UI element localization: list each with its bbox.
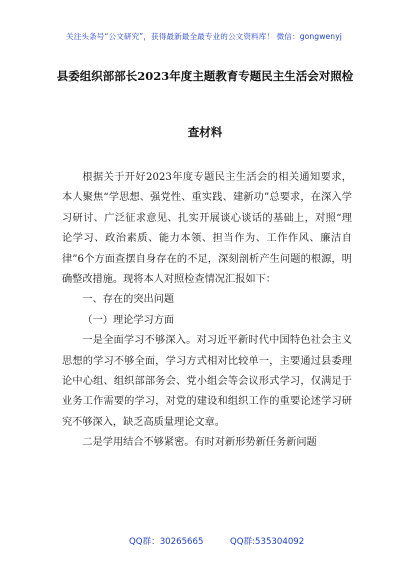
header-banner: 关注头条号“公文研究”，获得最新最全最专业的公文资料库！ 微信：gongwenyj (66, 32, 342, 41)
document-title-line-2: 查材料 (187, 125, 223, 139)
document-title-line-1: 县委组织部部长2023年度主题教育专题民主生活会对照检 (56, 69, 354, 83)
footer-qq-group-2: QQ群:535304092 (230, 537, 305, 547)
subsection-heading: （一）理论学习方面 (82, 314, 175, 326)
footer-qq-group-1: QQ群：30265665 (129, 537, 204, 547)
document-body (62, 168, 352, 454)
intro-paragraph: 根据关于开好2023年度专题民主生活会的相关通知要求，本人聚焦“学思想、强党性、重实践、建新功”总要求，在深入学习研讨、广泛征求意见、扎实开展谈心谈话的基础上，对照“理论学习、政治素质、能力本领、担当作为、工作作风、廉洁自律”6个方面查摆自身存在的不足，深刻剖析产生问题的根源，明确整改措施。现将本人对照检查情况汇报如下： (62, 172, 352, 286)
section-heading: 一、存在的突出问题 (82, 294, 175, 306)
body-paragraph: 一是全面学习不够深入。对习近平新时代中国特色社会主义思想的学习不够全面，学习方式相对比较单一，主要通过县委理论中心组、组织部部务会、党小组会等会议形式学习，仅满足于业务工作需要的学习，对党的建设和组织工作的重要论述学习研究不够深入，缺乏高质量理论文章。 (62, 335, 352, 428)
body-paragraph: 二是学用结合不够紧密。有时对新形势新任务新问题 (82, 437, 317, 449)
